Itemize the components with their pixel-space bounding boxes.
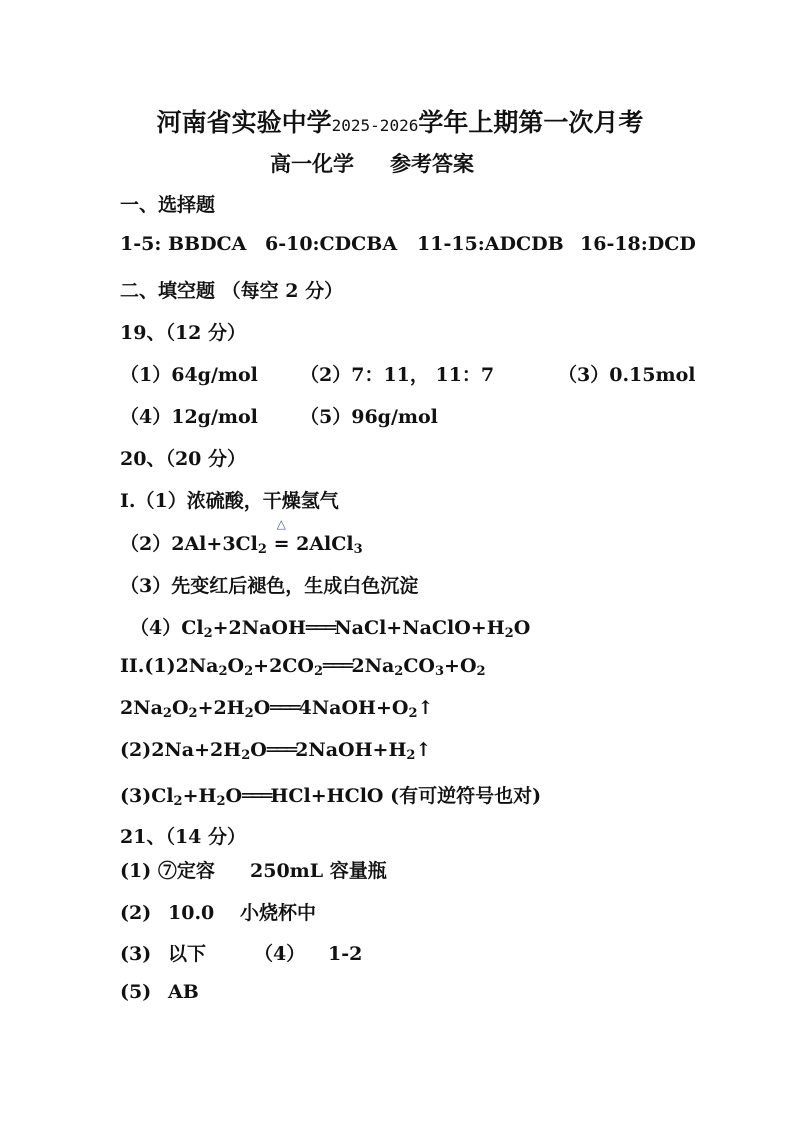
q19-part2: （2）7：11， 11：7	[300, 364, 495, 386]
q20-heading: 20、（20 分）	[120, 448, 246, 470]
document-title	[0, 103, 800, 139]
q21-part1-label: (1) ⑦定容	[120, 860, 215, 882]
q19-part5: （5）96g/mol	[300, 406, 438, 428]
q21-part2-answer-a: 10.0	[168, 902, 215, 924]
q21-part4-answer: 1-2	[328, 943, 363, 965]
q21-part1-answer: 250mL 容量瓶	[250, 860, 387, 882]
answer-6-10: 6-10:CDCBA	[265, 233, 398, 255]
q20-i-part2-equation: $(2)2Al+3Cl_2$ = △ 2AlCl$_3$	[120, 517, 363, 557]
q21-heading: 21、（14 分）	[120, 826, 246, 848]
answer-1-5: 1-5: BBDCA	[120, 233, 247, 255]
q19-part4: （4）12g/mol	[120, 406, 258, 428]
doc-type-label: 参考答案	[390, 151, 474, 176]
section-heading-fill: 二、填空题 （每空 2 分）	[120, 280, 344, 302]
q21-part4-label: （4）	[254, 943, 306, 965]
school-name: 河南省实验中学	[156, 108, 332, 137]
exam-term: 学年上期第一次月考	[418, 108, 644, 137]
q21-row3	[120, 939, 362, 966]
q20-ii-part2-equation: $(2)2Na+2H_2O═══2NaOH+H_2↑$	[120, 739, 432, 763]
q21-part5-label: (5)	[120, 981, 152, 1003]
q20-i-part3: （3）先变红后褪色，生成白色沉淀	[120, 575, 419, 597]
heat-triangle-icon: △	[276, 517, 286, 531]
q20-ii-part1-equation-b: $2Na_2O_2+2H_2O═══4NaOH+O_2↑$	[120, 697, 434, 721]
q20-ii-part1-equation-a: $II.(1)2Na_2O_2+2CO_2═══2Na_2CO_3+O_2$	[120, 655, 486, 679]
q21-part2-label: (2)	[120, 902, 152, 924]
q19-row1	[120, 360, 696, 387]
q21-part3-label: (3)	[120, 943, 152, 965]
school-year: 2025-2026	[331, 116, 419, 135]
q20-i-part4-equation: $(4)Cl_2+2NaOH═══NaCl+NaClO+H_2O$	[130, 617, 531, 641]
subject-label: 高一化学	[270, 151, 354, 176]
q21-part5-answer: AB	[168, 981, 199, 1003]
q19-part1: （1）64g/mol	[120, 364, 258, 386]
answer-11-15: 11-15:ADCDB	[417, 233, 564, 255]
q19-heading: 19、（12 分）	[120, 322, 246, 344]
q19-row2	[120, 402, 438, 429]
q21-part2-answer-b: 小烧杯中	[240, 902, 317, 924]
section-heading-choice: 一、选择题	[120, 194, 216, 216]
q21-row2	[120, 898, 316, 925]
q21-row5	[120, 981, 199, 1003]
choice-answers-row	[120, 233, 696, 255]
q20-ii-part3-equation: $(3)Cl_2+H_2O═══HCl+HClO$ (有可逆符号也对)	[120, 785, 542, 809]
q21-row1	[120, 856, 387, 883]
document-subtitle	[270, 148, 510, 178]
q21-part3-answer: 以下	[168, 943, 207, 965]
answer-16-18: 16-18:DCD	[580, 233, 696, 255]
q20-i-part1: I.（1）浓硫酸，干燥氢气	[120, 490, 339, 512]
q19-part3: （3）0.15mol	[558, 364, 696, 386]
